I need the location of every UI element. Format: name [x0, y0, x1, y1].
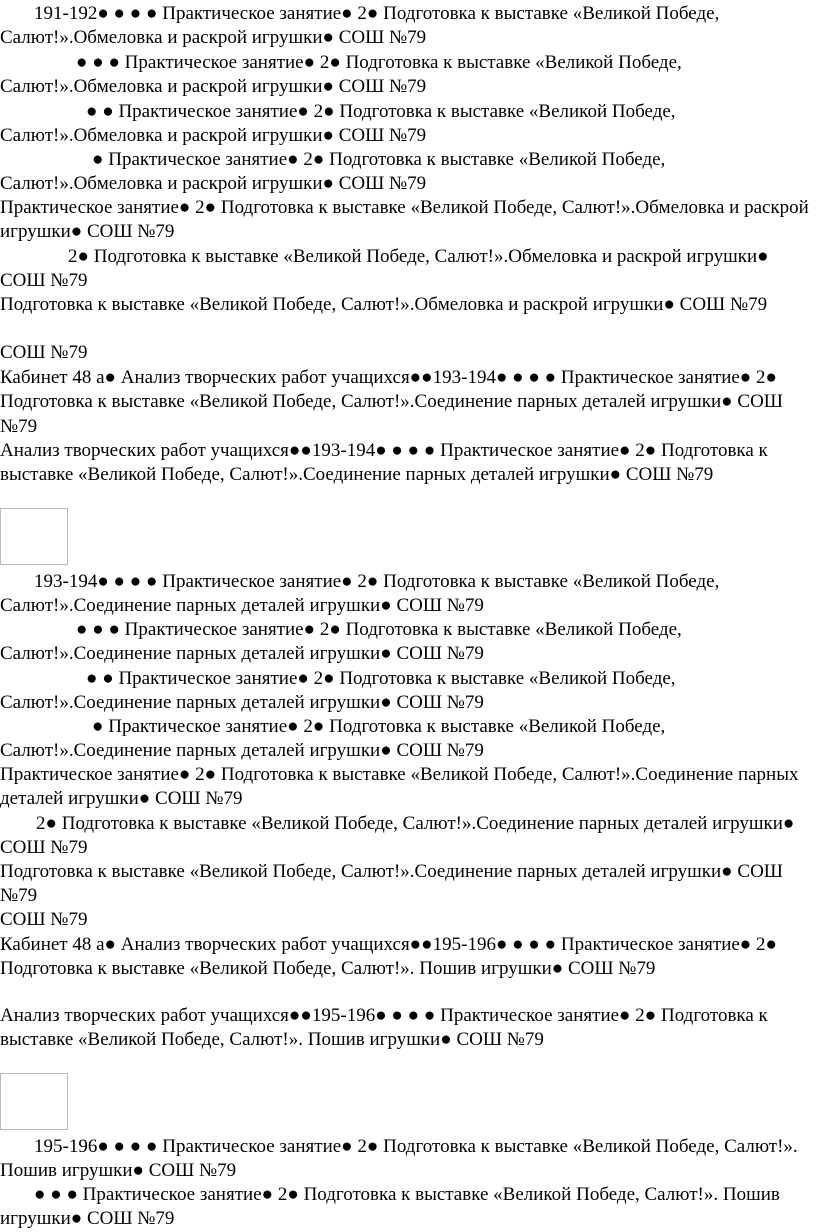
- text-line: ● ● Практическое занятие● 2● Подготовка к выставке «Великой Победе, Салют!».Обмеловка и раскрой игрушки● СОШ №79: [0, 101, 676, 147]
- text-line: Анализ творческих работ учащихся●●195-196● ● ● ● Практическое занятие● 2● Подготовка к выставке «Великой Победе, Салют!». Пошив игрушки● СОШ №79: [0, 1005, 768, 1051]
- text-line: СОШ №79: [0, 909, 88, 930]
- text-line: СОШ №79: [0, 342, 88, 363]
- text-line: Подготовка к выставке «Великой Победе, Салют!».Обмеловка и раскрой игрушки● СОШ №79: [0, 294, 768, 315]
- text-line: ● ● ● Практическое занятие● 2● Подготовка к выставке «Великой Победе, Салют!».Обмеловка и раскрой игрушки● СОШ №79: [0, 52, 682, 98]
- text-line: Кабинет 48 а● Анализ творческих работ учащихся●●195-196● ● ● ● Практическое занятие● 2● Подготовка к выставке «Великой Победе, Салют!». Пошив игрушки● СОШ №79: [0, 934, 777, 980]
- text-line: ● Практическое занятие● 2● Подготовка к выставке «Великой Победе, Салют!».Соединение парных деталей игрушки● СОШ №79: [0, 716, 666, 762]
- text-line: ● ● ● Практическое занятие● 2● Подготовка к выставке «Великой Победе, Салют!».Соединение парных деталей игрушки● СОШ №79: [0, 619, 682, 665]
- text-line: Кабинет 48 а● Анализ творческих работ учащихся●●193-194● ● ● ● Практическое занятие● 2● Подготовка к выставке «Великой Победе, Салют!».Соединение парных деталей игрушки● СОШ №79: [0, 367, 783, 437]
- text-line: ● Практическое занятие● 2● Подготовка к выставке «Великой Победе, Салют!».Обмеловка и раскрой игрушки● СОШ №79: [0, 149, 666, 195]
- text-line: 2● Подготовка к выставке «Великой Победе, Салют!».Обмеловка и раскрой игрушки● СОШ №79: [0, 246, 769, 292]
- text-line: 193-194● ● ● ● Практическое занятие● 2● Подготовка к выставке «Великой Победе, Салют!».Соединение парных деталей игрушки● СОШ №79: [0, 571, 720, 617]
- empty-frame: [0, 508, 68, 565]
- text-line: Практическое занятие● 2● Подготовка к выставке «Великой Победе, Салют!».Обмеловка и раскрой игрушки● СОШ №79: [0, 197, 809, 243]
- text-line: ● ● ● Практическое занятие● 2● Подготовка к выставке «Великой Победе, Салют!». Пошив игрушки● СОШ №79: [0, 1184, 780, 1230]
- text-line: 2● Подготовка к выставке «Великой Победе, Салют!».Соединение парных деталей игрушки● СОШ №79: [0, 813, 795, 859]
- text-line: ● ● Практическое занятие● 2● Подготовка к выставке «Великой Победе, Салют!».Соединение парных деталей игрушки● СОШ №79: [0, 668, 676, 714]
- text-line: Анализ творческих работ учащихся●●193-194● ● ● ● Практическое занятие● 2● Подготовка к выставке «Великой Победе, Салют!».Соединение парных деталей игрушки● СОШ №79: [0, 440, 768, 486]
- text-line: Подготовка к выставке «Великой Победе, Салют!».Соединение парных деталей игрушки● СОШ №79: [0, 861, 783, 907]
- text-line: 195-196● ● ● ● Практическое занятие● 2● Подготовка к выставке «Великой Победе, Салют!». Пошив игрушки● СОШ №79: [0, 1136, 798, 1182]
- text-line: 191-192● ● ● ● Практическое занятие● 2● Подготовка к выставке «Великой Победе, Салют!».Обмеловка и раскрой игрушки● СОШ №79: [0, 3, 720, 49]
- text-line: Практическое занятие● 2● Подготовка к выставке «Великой Победе, Салют!».Соединение парных деталей игрушки● СОШ №79: [0, 764, 799, 810]
- empty-frame: [0, 1073, 68, 1130]
